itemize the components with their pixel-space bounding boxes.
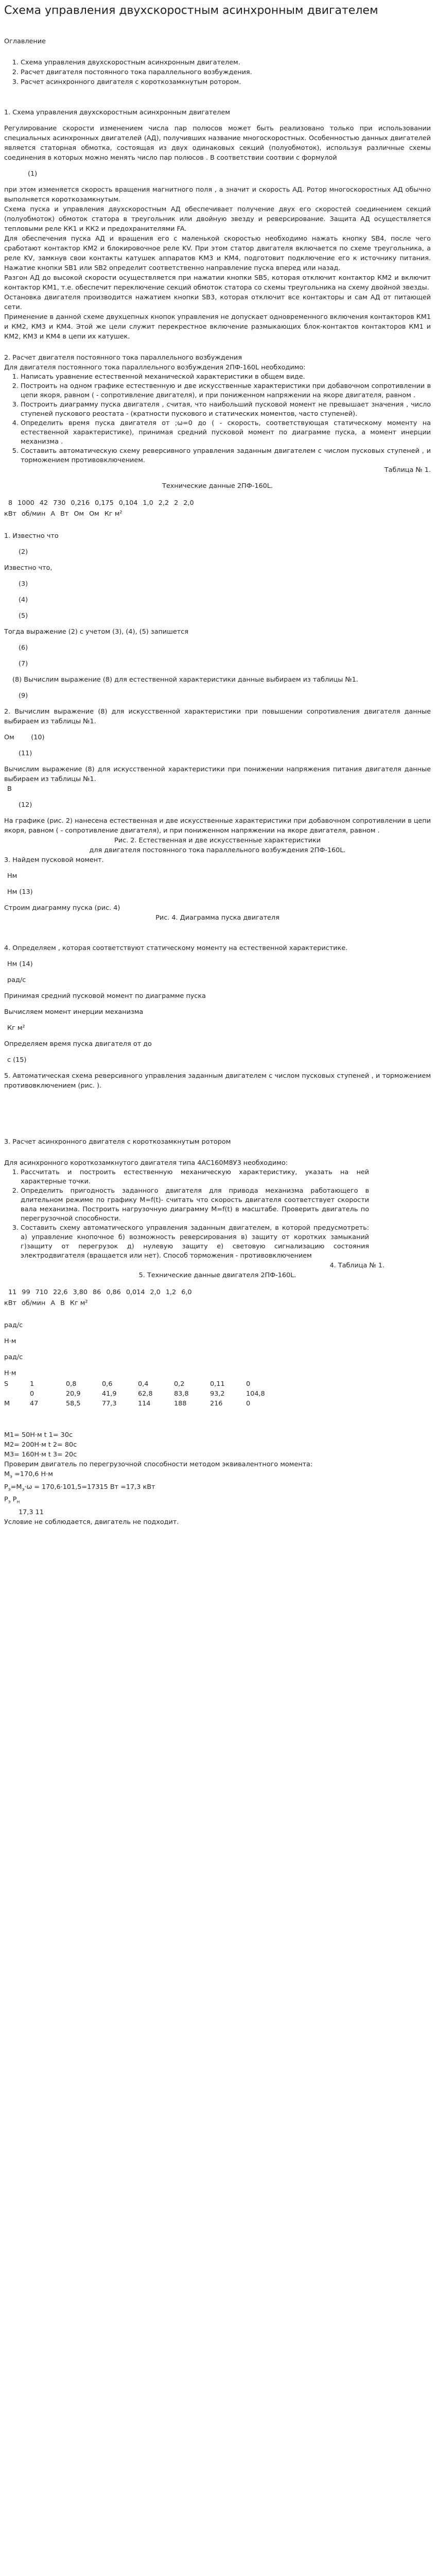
paragraph: Применение в данной схеме двухцепных кнопок управления не допускает одновременного включения контакторов КМ1 и КМ2, КМ3 и КМ4. Этой же цели служит перекрестное включение размыкающих блок-контактов контакторов КМ1 и КМ2, КМ3 и КМ4 в цепи их катушек. [4,313,431,341]
units-row [4,509,127,519]
list-item: 3. Составить схему автоматического управления заданным двигателем, в которой предусмотреть: а) управление кнопочное б) возможность реверсирования в) защиту от коротких замыканий г)защиту от перегрузок д) нулевую защиту е) световую сигнализацию состояния электродвигателя (вращается или нет). Способ торможения - противовключением [21,1224,369,1261]
list-item: 2. Построить на одном графике естественную и две искусственные характеристики при добавочном сопротивлении в цепи якоря, равном ( - сопротивление двигателя), и при пониженном напряжении на якоре двигателя, равном . [21,382,431,400]
table-cell: 8 [8,499,13,507]
formula-number: (11) [19,750,32,757]
paragraph: 2. Вычислим выражение (8) для искусственной характеристики при повышении сопротивления двигателя данные выбираем из таблицы №1. [4,708,431,725]
figure-caption: Рис. 4. Диаграмма пуска двигателя [155,914,280,922]
data-table [8,498,199,508]
paragraph: Схема пуска и управления двухскоростным АД обеспечивает получение двух его скоростей соединением секций (полуобмоток) обмоток статора в треугольник или двойную звезду и реверсирование. Защита АД осуществляется тепловыми реле КК1 и КК2 и предохранителями FA. [4,206,431,233]
paragraph: На графике (рис. 2) нанесена естественная и две искусственные характеристики при добавочном сопротивлении в цепи якоря, равном ( - сопротивление двигателя), и при пониженном напряжении на якоре двигателя, равном . [4,817,431,835]
text-line: Ом (10) [4,734,45,741]
text-line: Тогда выражение (2) с учетом (3), (4), (5) запишется [4,628,188,636]
formula-number: Нм (14) [7,960,33,968]
section-heading: 1. Схема управления двухскоростным асинхронным двигателем [4,109,230,116]
table-title: Технические данные 2ПФ-160L. [162,482,273,490]
text-line: 3. Найдем пусковой момент. [4,856,104,864]
table-cell: В [60,1299,65,1307]
units-row [4,1298,93,1308]
table-cell: Кг м² [104,510,123,518]
paragraph: Вычислим выражение (8) для искусственной характеристики при понижении напряжения питания двигателя данные выбираем из таблицы №1. [4,766,431,783]
formula-number: (2) [19,548,28,556]
text-line: $P_э$ $P_н$ [4,1496,20,1505]
unit-label: Нм [7,872,18,880]
list-item: 3. Построить диаграмму пуска двигателя , считая, что наибольший пусковой момент не превышает значения , число ступеней пускового реостата - (кратности пускового и статических моментов, часто ступеней). [21,400,431,419]
table-title: 5. Технические данные двигателя 2ПФ-160L. [138,1272,297,1279]
table-cell: 6,0 [181,1289,192,1296]
paragraph: Разгон АД до высокой скорости осуществляется при нажатии кнопки SB5, которая отключит контактор КМ2 и включит контактор КМ1, т.е. обеспечит переключение секций обмоток статора со схемы треугольника на схему двойной звезды. [4,274,431,292]
text-line: 1. Известно что [4,532,59,540]
toc-item[interactable]: 2. Расчет двигателя постоянного тока параллельного возбуждения. [21,67,431,77]
table-cell: 99 [22,1289,30,1296]
table-cell: 0,104 [118,499,138,507]
paragraph: Проверим двигатель по перегрузочной способности методом эквивалентного момента: [4,1461,313,1468]
formula-number: (1) [28,170,38,178]
table-caption: 4. Таблица № 1. [329,1262,385,1269]
unit-label: Н·м [4,1369,16,1377]
table-cell: кВт [4,1299,16,1307]
figure-caption: Рис. 2. Естественная и две искусственные характеристики [114,837,321,844]
text-line: M1= 50Н·м t 1= 30с [4,1431,73,1439]
unit-label: Н·м [4,1337,16,1345]
unit-label: В [7,785,12,793]
list-item: 5. Составить автоматическую схему реверсивного управления заданным двигателем с числом пусковых ступеней , и торможением противовключением. [21,447,431,465]
formula-number: (12) [19,801,32,809]
table-cell: об/мин [21,510,46,518]
paragraph: Для асинхронного короткозамкнутого двигателя типа 4АС160М8У3 необходимо: [4,1159,288,1167]
table-cell: А [50,1299,56,1307]
table-cell: Ом [89,510,99,518]
section-heading: 2. Расчет двигателя постоянного тока параллельного возбуждения [4,354,242,362]
table-cell: об/мин [21,1299,46,1307]
table-cell: 710 [35,1289,48,1296]
text-line: Принимая средний пусковой момент по диаграмме пуска [4,992,206,1000]
list-item: 4. Определить время пуска двигателя от ;ω=0 до ( - скорость, соответствующая статическому моменту на естественной характеристике), принимая средний пусковой момент по диаграмме пуска, а момент инерции механизма . [21,419,431,447]
formula-number: (6) [19,644,28,652]
unit-label: рад/с [7,976,26,984]
formula-number: (5) [19,612,28,620]
table-row: M 47 58,5 77,3 114 188 216 0 [4,1400,251,1408]
paragraph: (8) Вычислим выражение (8) для естественной характеристики данные выбираем из таблицы №1. [12,676,358,684]
table-row: S 1 0,8 0,6 0,4 0,2 0,11 0 [4,1380,251,1388]
table-cell: 2,0 [183,499,194,507]
table-caption: Таблица № 1. [384,466,431,474]
unit-label: Кг м² [7,1024,25,1032]
paragraph: Регулирование скорости изменением числа пар полюсов может быть реализовано только при использовании специальных асинхронных двигателей (АД), получивших название многоскоростных. Особенностью данных двигателей является статорная обмотка, состоящая из двух одинаковых секций (полуобмоток), используя различные схемы соединения в которых можно менять число пар полюсов . В соответствии соотвии с формулой [4,125,431,162]
text-line: Определяем время пуска двигателя от до [4,1040,152,1048]
table-cell: 0,014 [126,1289,145,1296]
table-cell: 1,0 [143,499,153,507]
table-cell: 22,6 [53,1289,68,1296]
table-cell: 1,2 [165,1289,177,1296]
text-line: $M_э =170,6$ Н·м [4,1470,53,1480]
data-table [8,1287,197,1297]
formula-number: (7) [19,660,28,668]
formula-number: (9) [19,692,28,700]
toc-item[interactable]: 3. Расчет асинхронного двигателя с короткозамкнутым ротором. [21,77,431,87]
list-item: 1. Рассчитать и построить естественную механическую характеристику, указать на ней характерные точки. [21,1168,369,1187]
text-line: M2= 200Н·м t 2= 80с [4,1441,77,1449]
table-cell: Ом [74,510,84,518]
document-title: Схема управления двухскоростным асинхронным двигателем [4,4,378,17]
table-cell: 3,80 [73,1289,88,1296]
text-line: Известно что, [4,564,53,572]
table-cell: 11 [8,1289,17,1296]
task-list [4,1168,431,1261]
paragraph: 4. Определяем , которая соответствуют статическому моменту на естественной характеристике. [4,944,348,952]
table-row: 0 20,9 41,9 62,8 83,8 93,2 104,8 [30,1390,265,1398]
formula-number: (4) [19,596,28,604]
paragraph: Для обеспечения пуска АД и вращения его с маленькой скоростью необходимо нажать кнопку SB4, после чего сработают контактор КМ2 и блокировочное реле KV. При этом статор двигателя включается по схеме треугольника, а реле KV, замкнув свои контакты катушек аппаратов КМ3 и КМ4, подготовит подключение его к источнику питания. Нажатие кнопки SB1 или SB2 определит соответственно направление пуска вперед или назад. [4,235,431,272]
table-cell: 42 [39,499,48,507]
paragraph: при этом изменяется скорость вращения магнитного поля , а значит и скорость АД. Ротор многоскоростных АД обычно выполняется короткозамкнутым. [4,186,431,204]
table-cell: 0,86 [106,1289,121,1296]
text-line: 17,3 11 [19,1508,44,1516]
text-line: $P_э=M_э\cdot\omega = 170,6\cdot 101,5=17315$ Вт =17,3 кВт [4,1483,155,1493]
text-line: Вычисляем момент инерции механизма [4,1008,144,1016]
table-cell: Кг м² [69,1299,88,1307]
toc-heading: Оглавление [4,38,46,45]
list-item: 1. Написать уравнение естественной механической характеристики в общем виде. [21,372,431,382]
paragraph: 5. Автоматическая схема реверсивного управления заданным двигателем с числом пусковых ступеней , и торможением противовключением (рис. ). [4,1072,431,1090]
unit-label: рад/с [4,1321,23,1329]
text-line: M3= 160Н·м t 3= 20с [4,1451,77,1459]
formula-number: (3) [19,580,28,588]
table-cell: кВт [4,510,16,518]
list-item: 2. Определить пригодность заданного двигателя для привода механизма работающего в длительном режиме по графику M=f(t)- считать что скорость двигателя соответствует скорости вала механизма. Построить нагрузочную диаграмму M=f(t) в масштабе. Проверить двигатель по перегрузочной способности. [21,1187,369,1224]
calc-table [4,1379,270,1409]
section-heading: 3. Расчет асинхронного двигателя с короткозамкнутым ротором [4,1138,231,1146]
table-cell: 2 [174,499,179,507]
figure-caption: для двигателя постоянного тока параллельного возбуждения 2ПФ-160L. [89,846,346,854]
table-cell: 0,216 [71,499,90,507]
paragraph: Остановка двигателя производится нажатием кнопки SB3, которая отключит все контакторы и сам АД от питающей сети. [4,294,431,311]
table-cell: 0,175 [95,499,114,507]
toc-item[interactable]: 1. Схема управления двухскоростным асинхронным двигателем. [21,58,431,67]
table-cell: Вт [60,510,69,518]
formula-number: с (15) [7,1056,27,1064]
conclusion: Условие не соблюдается, двигатель не подходит. [4,1518,179,1526]
text-line: Строим диаграмму пуска (рис. 4) [4,904,120,912]
table-cell: А [50,510,56,518]
unit-label: рад/с [4,1353,23,1361]
table-cell: 1000 [18,499,34,507]
table-cell: 2,2 [158,499,169,507]
toc-list [4,58,431,87]
table-cell: 2,0 [150,1289,161,1296]
task-list [4,372,431,465]
formula-number: Нм (13) [7,888,33,896]
table-cell: 86 [93,1289,101,1296]
paragraph: Для двигателя постоянного тока параллельного возбуждения 2ПФ-160L необходимо: [4,364,306,371]
table-cell: 730 [53,499,66,507]
